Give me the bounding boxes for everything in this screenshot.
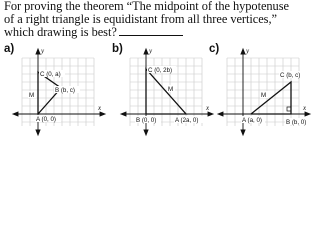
option-b-x-axis-label: x [206,104,210,112]
answer-blank [119,26,183,36]
option-b-graph [122,44,218,136]
option-a-point-b-label: B (b, c) [55,87,75,94]
option-c-point-b-label: B (b, 0) [286,119,307,126]
option-c-point-m-label: M [261,92,267,99]
question-text [4,0,316,39]
option-a-x-axis-label: x [98,104,102,112]
option-b-y-axis-label: y [149,47,153,55]
question-line-2: of a right triangle is equidistant from all three vertices,” [4,12,277,26]
question-line-1: For proving the theorem “The midpoint of the hypotenuse [4,0,289,13]
option-b-letter: b) [112,43,123,55]
option-a-letter: a) [4,43,15,55]
option-b-triangle [146,69,186,114]
option-a-point-c-label: C (0, a) [40,71,61,78]
option-c-y-axis-label: y [246,47,250,55]
option-c-point-a-label: A (a, 0) [242,117,262,124]
question-line-3 [4,26,316,39]
option-c-letter: c) [209,43,220,55]
option-b-point-c-label: C (0, 2b) [148,67,173,74]
option-b-point-a-label: A (2a, 0) [175,117,199,124]
question-line-3-text: which drawing is best? [4,25,117,39]
option-a-y-axis-label: y [41,47,45,55]
option-c-point-c-label: C (b, c) [280,72,301,79]
option-c-x-axis-label: x [303,104,307,112]
option-b-point-b-label: B (0, 0) [136,117,157,124]
option-a-point-a-label: A (0, 0) [36,116,56,123]
option-c-graph [219,44,315,136]
option-a-point-m-label: M [29,92,35,99]
option-b-point-m-label: M [168,86,174,93]
option-a-graph [14,44,110,136]
